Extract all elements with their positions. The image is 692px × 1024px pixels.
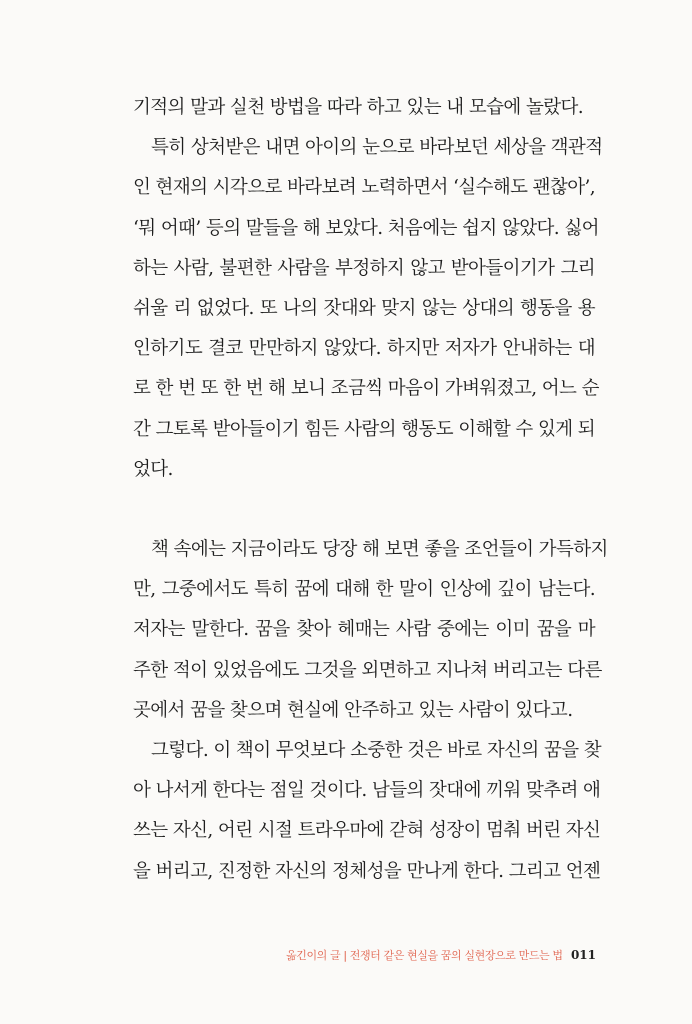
text-line: 간 그토록 받아들이기 힘든 사람의 행동도 이해할 수 있게 되 (133, 418, 596, 440)
text-line: 곳에서 꿈을 찾으며 현실에 안주하고 있는 사람이 있다고. (133, 699, 573, 721)
text-line: 책 속에는 지금이라도 당장 해 보면 좋을 조언들이 가득하지 (151, 539, 608, 561)
text-line: 아 나서게 한다는 점일 것이다. 남들의 잣대에 끼워 맞추려 애 (133, 780, 601, 802)
paragraph-spacer (133, 490, 595, 530)
text-line: 인하기도 결코 만만하지 않았다. 하지만 저자가 안내하는 대 (133, 338, 595, 360)
text-line: 주한 적이 있었음에도 그것을 외면하고 지나쳐 버리고는 다른 (133, 659, 602, 681)
text-line: 쉬울 리 없었다. 또 나의 잣대와 맞지 않는 상대의 행동을 용 (133, 297, 595, 319)
text-line: 특히 상처받은 내면 아이의 눈으로 바라보던 세상을 객관적 (151, 137, 603, 159)
text-line: 기적의 말과 실천 방법을 따라 하고 있는 내 모습에 놀랐다. (133, 97, 584, 118)
paragraph-2 (133, 530, 608, 731)
text-line: 인 현재의 시각으로 바라보려 노력하면서 ‘실수해도 괜찮아’, (133, 177, 596, 199)
page-number: 011 (570, 948, 596, 962)
text-line: 만, 그중에서도 특히 꿈에 대해 한 말이 인상에 깊이 남는다. (133, 579, 595, 601)
running-head: 옮긴이의 글 | 전쟁터 같은 현실을 꿈의 실현장으로 만드는 법 (286, 949, 563, 962)
text-line: 저자는 말한다. 꿈을 찾아 헤매는 사람 중에는 이미 꿈을 마 (133, 619, 595, 641)
text-line: 었다. (133, 458, 173, 480)
text-line: ‘뭐 어때’ 등의 말들을 해 보았다. 처음에는 쉽지 않았다. 싫어 (133, 217, 599, 239)
text-line: 쓰는 자신, 어린 시절 트라우마에 갇혀 성장이 멈춰 버린 자신 (133, 820, 601, 842)
text-line: 로 한 번 또 한 번 해 보니 조금씩 마음이 가벼워졌고, 어느 순 (133, 378, 599, 400)
page-body (133, 88, 608, 892)
paragraph-1 (133, 88, 603, 490)
paragraph-3 (133, 731, 602, 892)
page-footer (286, 946, 596, 964)
text-line: 그렇다. 이 책이 무엇보다 소중한 것은 바로 자신의 꿈을 찾 (151, 740, 602, 761)
text-line: 을 버리고, 진정한 자신의 정체성을 만나게 한다. 그리고 언젠 (133, 860, 601, 882)
text-line: 하는 사람, 불편한 사람을 부정하지 않고 받아들이기가 그리 (133, 257, 595, 279)
